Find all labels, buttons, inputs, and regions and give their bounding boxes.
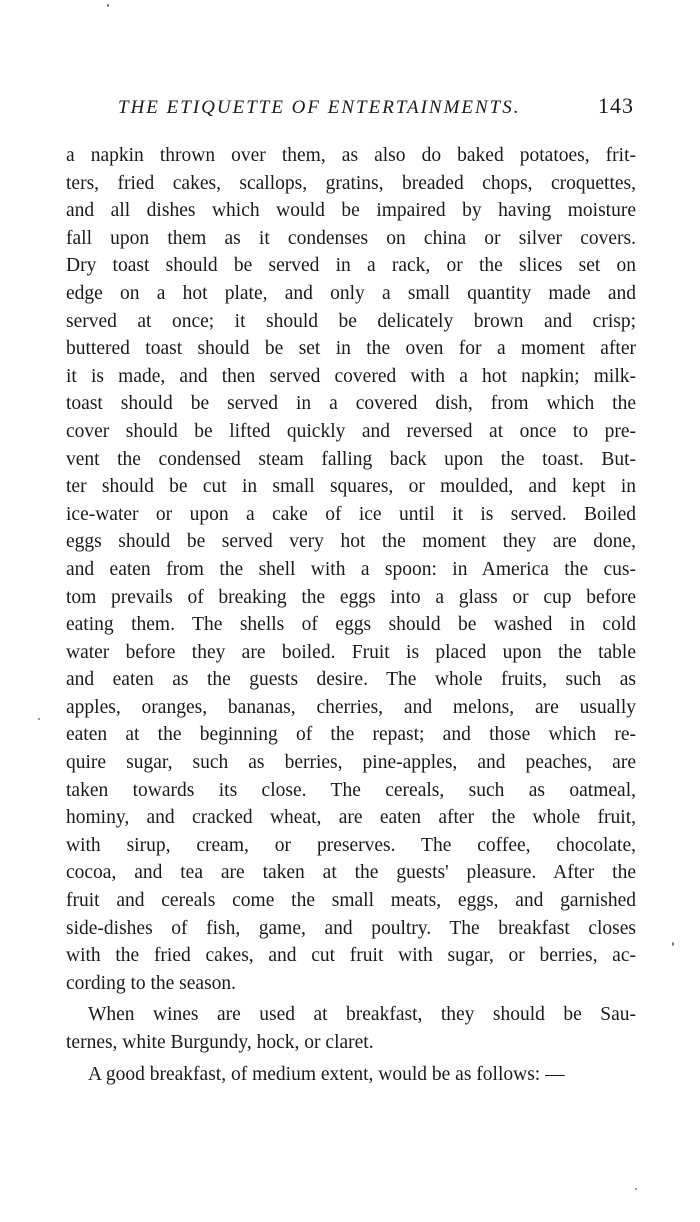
text-line: toast should be served in a covered dish, from which the [66, 393, 636, 415]
text-line: cover should be lifted quickly and reversed at once to pre- [66, 420, 636, 442]
text-line: cording to the season. [66, 972, 237, 994]
text-line: edge on a hot plate, and only a small quantity made and [66, 282, 636, 304]
text-line: eggs should be served very hot the moment they are done, [66, 531, 636, 553]
text-line: A good breakfast, of medium extent, would be as follows: — [88, 1063, 565, 1085]
text-line: apples, oranges, bananas, cherries, and melons, are usually [66, 696, 636, 718]
text-line: and eaten from the shell with a spoon: in America the cus- [66, 558, 636, 580]
text-line: ice-water or upon a cake of ice until it is served. Boiled [66, 503, 636, 525]
text-line: cocoa, and tea are taken at the guests' pleasure. After the [66, 862, 636, 884]
text-line: with the fried cakes, and cut fruit with sugar, or berries, ac- [66, 945, 636, 967]
text-line: When wines are used at breakfast, they should be Sau- [88, 1004, 636, 1026]
body-text [66, 142, 636, 1088]
text-line: and eaten as the guests desire. The whole fruits, such as [66, 669, 636, 691]
text-line: hominy, and cracked wheat, are eaten after the whole fruit, [66, 807, 636, 829]
text-line: buttered toast should be set in the oven for a moment after [66, 338, 636, 360]
paper-speck [635, 1188, 637, 1190]
text-line: a napkin thrown over them, as also do baked potatoes, frit- [66, 145, 636, 166]
paragraph-1 [66, 142, 636, 997]
text-line: eating them. The shells of eggs should be washed in cold [66, 614, 636, 636]
text-line: and all dishes which would be impaired by having moisture [66, 200, 636, 222]
text-line: tom prevails of breaking the eggs into a glass or cup before [66, 586, 636, 608]
paragraph-2 [66, 1001, 636, 1056]
text-line: ter should be cut in small squares, or moulded, and kept in [66, 476, 636, 498]
text-line: quire sugar, such as berries, pine-apples, and peaches, are [66, 752, 636, 774]
running-head [118, 93, 634, 123]
text-line: Dry toast should be served in a rack, or the slices set on [66, 255, 636, 277]
text-line: ters, fried cakes, scallops, gratins, breaded chops, croquettes, [66, 172, 636, 194]
text-line: fruit and cereals come the small meats, eggs, and garnished [66, 890, 636, 912]
text-line: taken towards its close. The cereals, such as oatmeal, [66, 779, 636, 801]
running-head-title: THE ETIQUETTE OF ENTERTAINMENTS. [118, 97, 521, 118]
paper-speck [107, 4, 109, 7]
page-number: 143 [598, 93, 634, 118]
text-line: ternes, white Burgundy, hock, or claret. [66, 1032, 374, 1053]
paragraph-3 [66, 1061, 636, 1089]
text-line: side-dishes of fish, game, and poultry. The breakfast closes [66, 917, 636, 939]
text-line: it is made, and then served covered with a hot napkin; milk- [66, 365, 636, 387]
text-line: water before they are boiled. Fruit is placed upon the table [66, 641, 636, 663]
paper-speck [672, 942, 674, 946]
text-line: fall upon them as it condenses on china or silver covers. [66, 227, 636, 249]
text-line: vent the condensed steam falling back upon the toast. But- [66, 448, 636, 470]
text-line: served at once; it should be delicately brown and crisp; [66, 310, 636, 332]
paper-speck [38, 718, 40, 720]
text-line: with sirup, cream, or preserves. The coffee, chocolate, [66, 834, 636, 856]
text-line: eaten at the beginning of the repast; and those which re- [66, 724, 636, 746]
